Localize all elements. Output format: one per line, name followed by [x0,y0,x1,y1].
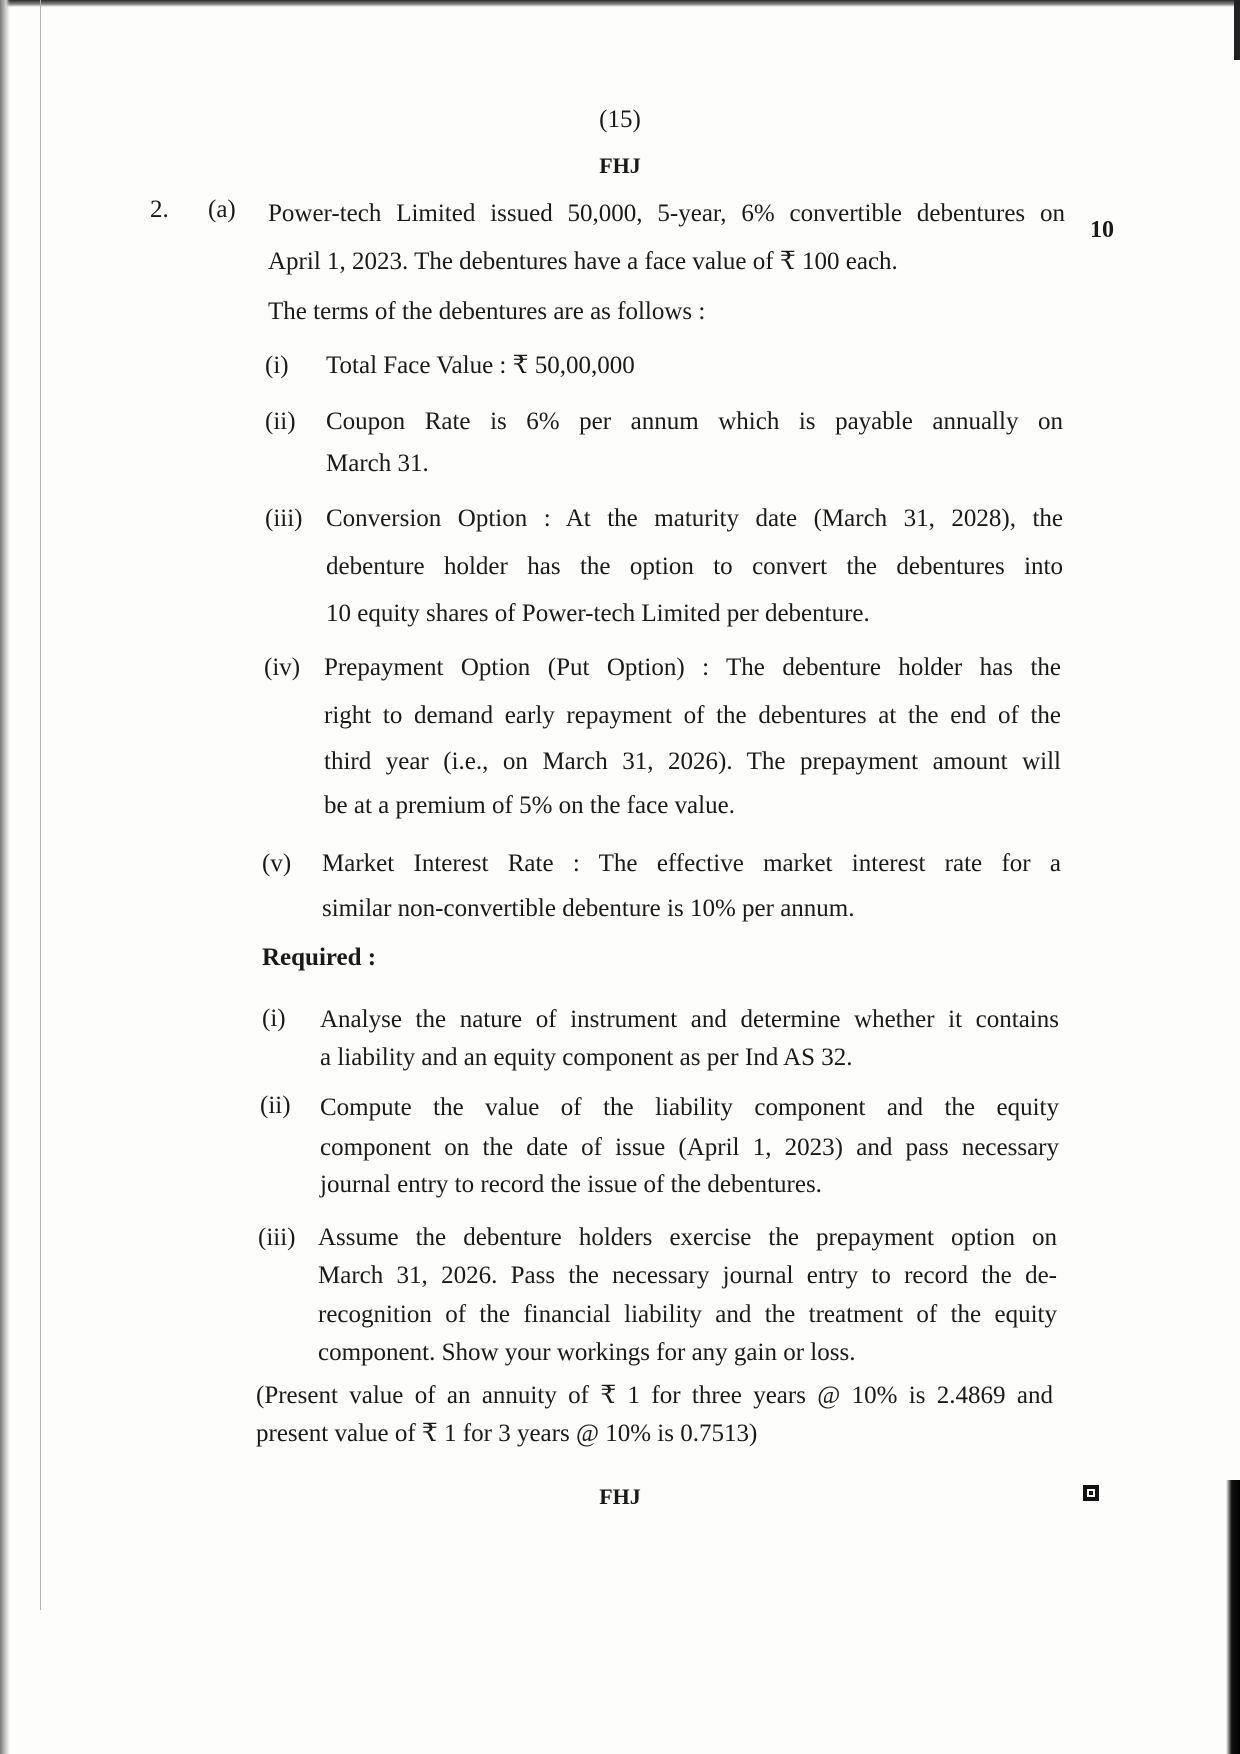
required-line: Assume the debenture holders exercise the prepayment option on [318,1224,1057,1251]
required-number: (i) [262,1005,286,1032]
term-number: (iii) [265,505,303,532]
scan-edge-right-top [1234,0,1240,60]
intro-line-1: Power-tech Limited issued 50,000, 5-year, 6% convertible debentures on [268,200,1065,227]
corner-square-icon [1083,1485,1099,1501]
required-line: journal entry to record the issue of the debentures. [320,1171,822,1198]
required-heading: Required : [262,944,377,971]
term-line: Total Face Value : ₹ 50,00,000 [326,352,635,379]
term-line: third year (i.e., on March 31, 2026). The prepayment amount will [324,748,1061,775]
term-line: debenture holder has the option to convert the debentures into [326,553,1063,580]
question-marks: 10 [1090,217,1114,243]
scan-fold-line [40,0,41,1610]
term-line: similar non-convertible debenture is 10% per annum. [322,895,855,922]
required-line: Compute the value of the liability component and the equity [320,1094,1059,1121]
term-line: be at a premium of 5% on the face value. [324,792,735,819]
required-line: March 31, 2026. Pass the necessary journal entry to record the de- [318,1262,1057,1289]
note-line-2: present value of ₹ 1 for 3 years @ 10% is 0.7513) [256,1420,758,1447]
paper-code-header: FHJ [599,153,641,178]
term-number: (iv) [264,654,301,681]
required-line: component on the date of issue (April 1, 2023) and pass necessary [320,1134,1059,1161]
term-line: 10 equity shares of Power-tech Limited per debenture. [326,600,870,627]
required-line: recognition of the financial liability and the treatment of the equity [318,1301,1057,1328]
scan-edge-right [1226,1480,1240,1754]
term-line: March 31. [326,450,429,477]
required-number: (ii) [260,1092,291,1119]
note-line-1: (Present value of an annuity of ₹ 1 for three years @ 10% is 2.4869 and [256,1382,1053,1409]
term-number: (i) [265,352,289,379]
required-line: component. Show your workings for any gain or loss. [318,1339,856,1366]
term-line: Prepayment Option (Put Option) : The debenture holder has the [324,654,1061,681]
term-number: (v) [262,850,292,877]
paper-code-footer: FHJ [599,1484,641,1509]
terms-heading: The terms of the debentures are as follows : [268,298,706,325]
scan-edge-left [0,0,10,1754]
intro-line-2: April 1, 2023. The debentures have a face value of ₹ 100 each. [268,248,898,275]
term-line: Market Interest Rate : The effective market interest rate for a [322,850,1061,877]
required-line: Analyse the nature of instrument and determine whether it contains [320,1006,1059,1033]
term-line: Coupon Rate is 6% per annum which is payable annually on [326,408,1063,435]
question-number: 2. [150,196,169,223]
term-line: Conversion Option : At the maturity date (March 31, 2028), the [326,505,1063,532]
term-line: right to demand early repayment of the debentures at the end of the [324,702,1061,729]
page-number: (15) [599,106,641,133]
scan-edge-top [0,0,1240,7]
required-number: (iii) [258,1224,296,1251]
term-number: (ii) [265,408,296,435]
required-line: a liability and an equity component as per Ind AS 32. [320,1044,853,1071]
question-part: (a) [208,196,236,223]
